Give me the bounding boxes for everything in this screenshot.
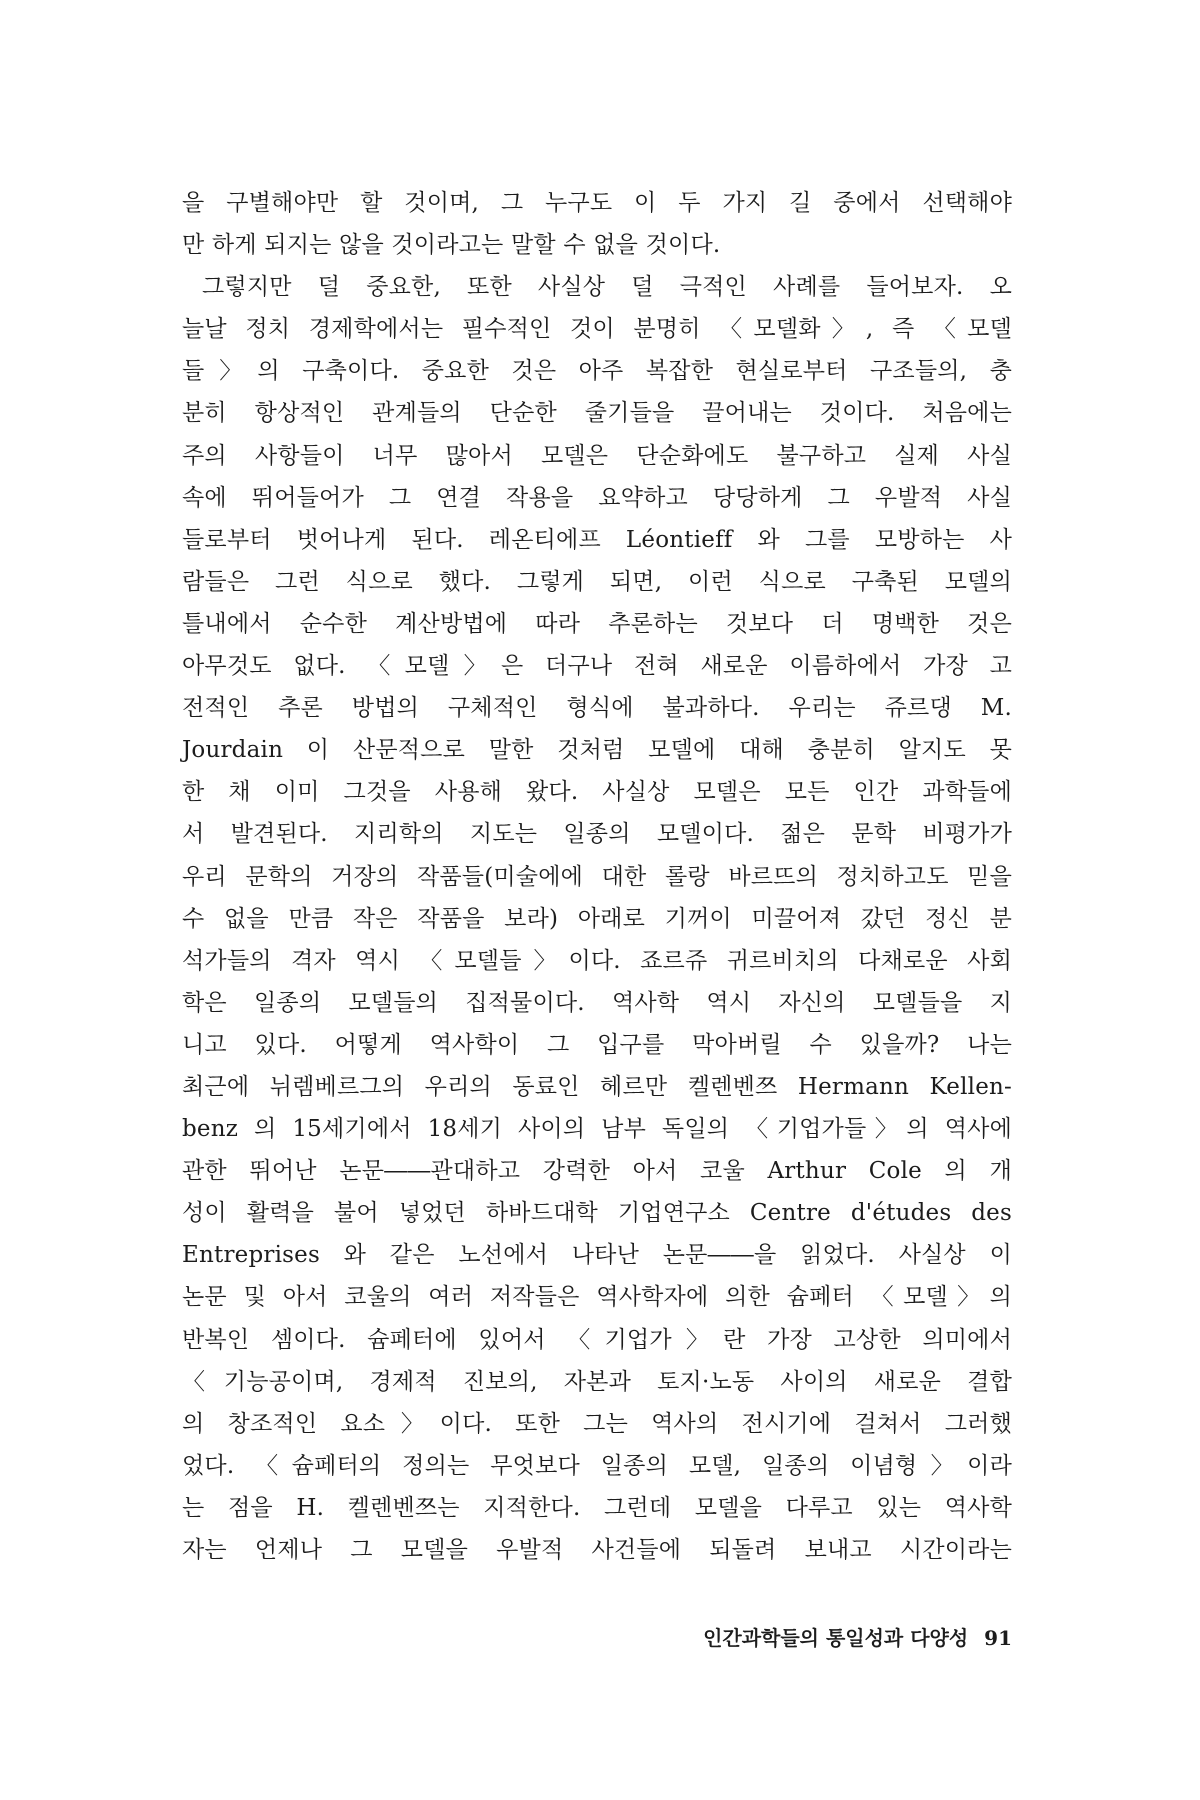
text-line: 최근에 뉘렘베르그의 우리의 동료인 헤르만 켈렌벤쯔 Hermann Kellen- <box>182 1073 1012 1100</box>
text-line: 자는 언제나 그 모델을 우발적 사건들에 되돌려 보내고 시간이라는 <box>182 1537 1012 1563</box>
text-line: 늘날 정치 경제학에서는 필수적인 것이 분명히 〈모델화〉, 즉 〈모델 <box>182 316 1012 343</box>
text-line: 논문 및 아서 코울의 여러 저작들은 역사학자에 의한 슘페터 〈모델〉의 <box>182 1284 1012 1311</box>
text-line: 전적인 추론 방법의 구체적인 형식에 불과하다. 우리는 쥬르댕 M. <box>182 695 1012 722</box>
text-line: 속에 뛰어들어가 그 연결 작용을 요약하고 당당하게 그 우발적 사실 <box>182 484 1012 511</box>
text-line: 의 창조적인 요소〉이다. 또한 그는 역사의 전시기에 걸쳐서 그러했 <box>182 1410 1012 1437</box>
text-line: Entreprises 와 같은 노선에서 나타난 논문――을 읽었다. 사실상 이 <box>182 1242 1012 1269</box>
text-line: 아무것도 없다. 〈모델〉은 더구나 전혀 새로운 이름하에서 가장 고 <box>182 653 1012 680</box>
text-line: 는 점을 H. 켈렌벤쯔는 지적한다. 그런데 모델을 다루고 있는 역사학 <box>182 1494 1012 1521</box>
text-line: 학은 일종의 모델들의 집적물이다. 역사학 역시 자신의 모델들을 지 <box>182 989 1012 1016</box>
text-line: Jourdain 이 산문적으로 말한 것처럼 모델에 대해 충분히 알지도 못 <box>182 737 1012 764</box>
text-line: 분히 항상적인 관계들의 단순한 줄기들을 끌어내는 것이다. 처음에는 <box>182 400 1012 427</box>
text-line: 들〉의 구축이다. 중요한 것은 아주 복잡한 현실로부터 구조들의, 충 <box>182 358 1012 385</box>
text-line: 그렇지만 덜 중요한, 또한 사실상 덜 극적인 사례를 들어보자. 오 <box>202 274 1012 301</box>
body-text <box>182 182 1012 1571</box>
text-line: 을 구별해야만 할 것이며, 그 누구도 이 두 가지 길 중에서 선택해야 <box>182 190 1012 216</box>
running-title: 인간과학들의 통일성과 다양성 <box>703 1626 969 1650</box>
text-line: 었다. 〈슘페터의 정의는 무엇보다 일종의 모델, 일종의 이념형〉이라 <box>182 1452 1012 1479</box>
text-line: 니고 있다. 어떻게 역사학이 그 입구를 막아버릴 수 있을까? 나는 <box>182 1031 1012 1058</box>
text-line: 람들은 그런 식으로 했다. 그렇게 되면, 이런 식으로 구축된 모델의 <box>182 568 1012 595</box>
text-line: 서 발견된다. 지리학의 지도는 일종의 모델이다. 젊은 문학 비평가가 <box>182 821 1012 848</box>
text-line: 반복인 셈이다. 슘페터에 있어서 〈기업가〉란 가장 고상한 의미에서 <box>182 1326 1012 1353</box>
text-line: 우리 문학의 거장의 작품들(미술에에 대한 롤랑 바르뜨의 정치하고도 믿을 <box>182 863 1012 890</box>
page-footer <box>620 1620 1012 1656</box>
text-line: 성이 활력을 불어 넣었던 하바드대학 기업연구소 Centre d'études des <box>182 1200 1012 1227</box>
text-line: 〈기능공이며, 경제적 진보의, 자본과 토지·노동 사이의 새로운 결합 <box>182 1368 1012 1395</box>
text-line: 들로부터 벗어나게 된다. 레온티에프 Léontieff 와 그를 모방하는 사 <box>182 526 1012 553</box>
text-line: 관한 뛰어난 논문――관대하고 강력한 아서 코울 Arthur Cole 의 개 <box>182 1158 1012 1185</box>
text-line: 만 하게 되지는 않을 것이라고는 말할 수 없을 것이다. <box>182 232 721 259</box>
text-line: 틀내에서 순수한 계산방법에 따라 추론하는 것보다 더 명백한 것은 <box>182 610 1012 637</box>
text-line: 주의 사항들이 너무 많아서 모델은 단순화에도 불구하고 실제 사실 <box>182 442 1012 469</box>
text-line: 수 없을 만큼 작은 작품을 보라) 아래로 기꺼이 미끌어져 갔던 정신 분 <box>182 905 1012 932</box>
text-line: 석가들의 격자 역시 〈모델들〉이다. 죠르쥬 귀르비치의 다채로운 사회 <box>182 947 1012 974</box>
text-line: benz 의 15세기에서 18세기 사이의 남부 독일의 〈기업가들〉의 역사에 <box>182 1116 1012 1143</box>
page-number: 91 <box>984 1626 1012 1650</box>
text-line: 한 채 이미 그것을 사용해 왔다. 사실상 모델은 모든 인간 과학들에 <box>182 779 1012 806</box>
